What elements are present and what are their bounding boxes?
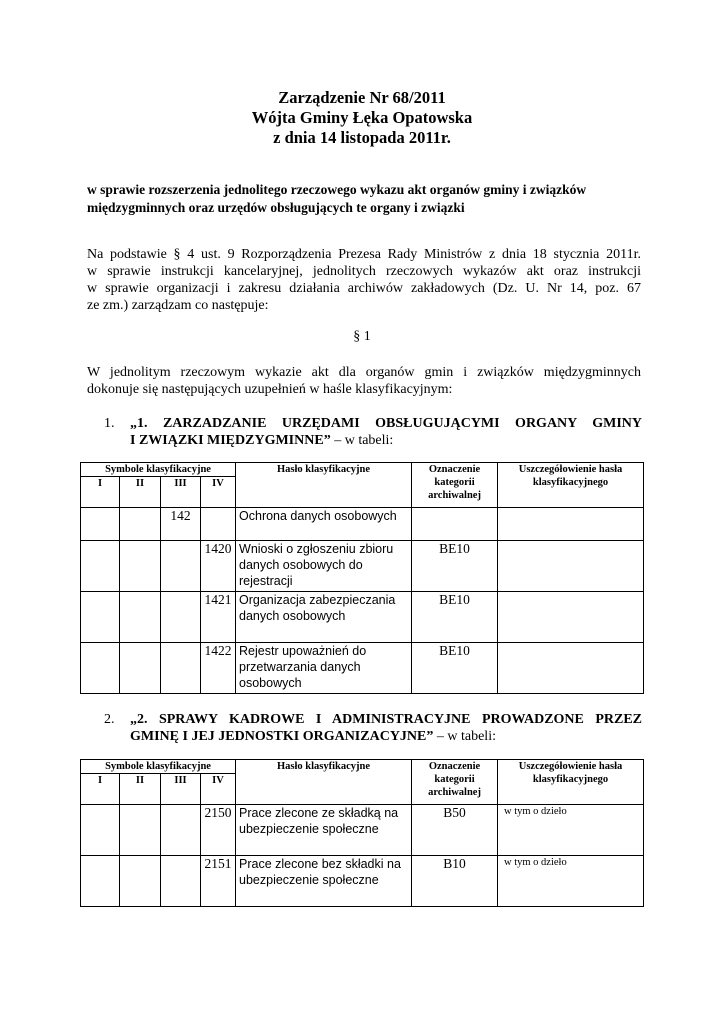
cell-III: 142 bbox=[161, 508, 201, 541]
cell-kategoria: BE10 bbox=[412, 643, 498, 694]
basis-line-2: w sprawie instrukcji kancelaryjnej, jednolitych rzeczowych wykazów akt oraz instrukcji bbox=[87, 264, 641, 279]
cell-uszczegolowienie bbox=[498, 592, 644, 643]
header-kategoria: Oznaczenie kategorii archiwalnej bbox=[412, 463, 498, 508]
header-symbols: Symbole klasyfikacyjne bbox=[81, 463, 236, 477]
title-line-3: z dnia 14 listopada 2011r. bbox=[273, 128, 451, 147]
intro-line-2: dokonuje się następujących uzupełnień w haśle klasyfikacyjnym: bbox=[87, 382, 453, 397]
cell-kategoria: BE10 bbox=[412, 541, 498, 592]
item-suffix: – w tabeli: bbox=[433, 729, 496, 744]
cell-haslo: Prace zlecone bez składki na ubezpieczenie społeczne bbox=[236, 856, 412, 907]
cell-uszczegolowienie bbox=[498, 508, 644, 541]
cell-IV: 2150 bbox=[201, 805, 236, 856]
intro-text bbox=[87, 364, 641, 398]
cell-kategoria: B10 bbox=[412, 856, 498, 907]
item-number: 2. bbox=[104, 712, 115, 727]
header-haslo: Hasło klasyfikacyjne bbox=[236, 760, 412, 805]
subject-line-1: w sprawie rozszerzenia jednolitego rzeczowego wykazu akt organów gminy i związków bbox=[87, 182, 587, 197]
header-col-I: I bbox=[81, 477, 120, 508]
cell-uszczegolowienie: w tym o dzieło bbox=[498, 805, 644, 856]
header-col-II: II bbox=[120, 477, 161, 508]
header-col-III: III bbox=[161, 477, 201, 508]
header-haslo: Hasło klasyfikacyjne bbox=[236, 463, 412, 508]
classification-table-2 bbox=[80, 759, 644, 907]
cell-kategoria: BE10 bbox=[412, 592, 498, 643]
table-row bbox=[81, 508, 644, 541]
cell-kategoria: B50 bbox=[412, 805, 498, 856]
header-col-III: III bbox=[161, 774, 201, 805]
header-col-II: II bbox=[120, 774, 161, 805]
cell-III bbox=[161, 541, 201, 592]
document-subject bbox=[87, 181, 642, 217]
cell-II bbox=[120, 508, 161, 541]
document-title bbox=[0, 88, 724, 148]
cell-IV: 1421 bbox=[201, 592, 236, 643]
header-kategoria: Oznaczenie kategorii archiwalnej bbox=[412, 760, 498, 805]
cell-IV: 1420 bbox=[201, 541, 236, 592]
cell-II bbox=[120, 856, 161, 907]
intro-line-1: W jednolitym rzeczowym wykazie akt dla organów gmin i związków międzygminnych bbox=[87, 365, 641, 380]
cell-I bbox=[81, 508, 120, 541]
basis-line-3: w sprawie organizacji i zakresu działania archiwów zakładowych (Dz. U. Nr 14, poz. 67 bbox=[87, 281, 641, 296]
cell-II bbox=[120, 541, 161, 592]
cell-haslo: Ochrona danych osobowych bbox=[236, 508, 412, 541]
item-title-line-1: „1. ZARZADZANIE URZĘDAMI OBSŁUGUJĄCYMI ORGANY GMINY bbox=[130, 416, 642, 431]
cell-haslo: Organizacja zabezpieczania danych osobowych bbox=[236, 592, 412, 643]
cell-III bbox=[161, 856, 201, 907]
cell-II bbox=[120, 643, 161, 694]
cell-uszczegolowienie bbox=[498, 643, 644, 694]
title-line-1: Zarządzenie Nr 68/2011 bbox=[278, 88, 446, 107]
cell-I bbox=[81, 856, 120, 907]
basis-line-1: Na podstawie § 4 ust. 9 Rozporządzenia Prezesa Rady Ministrów z dnia 18 stycznia 2011r. bbox=[87, 247, 641, 262]
cell-I bbox=[81, 592, 120, 643]
cell-II bbox=[120, 592, 161, 643]
title-line-2: Wójta Gminy Łęka Opatowska bbox=[251, 108, 473, 127]
basis-line-4: ze zm.) zarządzam co następuje: bbox=[87, 298, 269, 313]
cell-haslo: Wnioski o zgłoszeniu zbioru danych osobowych do rejestracji bbox=[236, 541, 412, 592]
cell-I bbox=[81, 643, 120, 694]
item-number: 1. bbox=[104, 416, 115, 431]
header-col-IV: IV bbox=[201, 477, 236, 508]
table-row bbox=[81, 541, 644, 592]
paragraph-mark: § 1 bbox=[353, 329, 371, 344]
header-uszczegolowienie: Uszczegółowienie hasła klasyfikacyjnego bbox=[498, 463, 644, 508]
cell-II bbox=[120, 805, 161, 856]
item-title-line-2: GMINĘ I JEJ JEDNOSTKI ORGANIZACYJNE” bbox=[130, 729, 434, 744]
cell-I bbox=[81, 541, 120, 592]
cell-haslo: Prace zlecone ze składką na ubezpieczenie społeczne bbox=[236, 805, 412, 856]
table-row bbox=[81, 856, 644, 907]
header-col-IV: IV bbox=[201, 774, 236, 805]
table-row bbox=[81, 592, 644, 643]
cell-III bbox=[161, 805, 201, 856]
classification-table-1 bbox=[80, 462, 644, 694]
cell-IV: 1422 bbox=[201, 643, 236, 694]
cell-kategoria bbox=[412, 508, 498, 541]
header-col-I: I bbox=[81, 774, 120, 805]
header-symbols: Symbole klasyfikacyjne bbox=[81, 760, 236, 774]
cell-III bbox=[161, 592, 201, 643]
item-title-line-1: „2. SPRAWY KADROWE I ADMINISTRACYJNE PROWADZONE PRZEZ bbox=[130, 712, 642, 727]
cell-I bbox=[81, 805, 120, 856]
cell-IV bbox=[201, 508, 236, 541]
table-row bbox=[81, 643, 644, 694]
item-title-line-2: I ZWIĄZKI MIĘDZYGMINNE” bbox=[130, 433, 331, 448]
subject-line-2: międzygminnych oraz urzędów obsługujących te organy i związki bbox=[87, 200, 465, 215]
cell-uszczegolowienie: w tym o dzieło bbox=[498, 856, 644, 907]
table-row bbox=[81, 805, 644, 856]
legal-basis bbox=[87, 246, 641, 314]
header-uszczegolowienie: Uszczegółowienie hasła klasyfikacyjnego bbox=[498, 760, 644, 805]
cell-haslo: Rejestr upoważnień do przetwarzania danych osobowych bbox=[236, 643, 412, 694]
cell-IV: 2151 bbox=[201, 856, 236, 907]
item-suffix: – w tabeli: bbox=[330, 433, 394, 448]
cell-III bbox=[161, 643, 201, 694]
cell-uszczegolowienie bbox=[498, 541, 644, 592]
